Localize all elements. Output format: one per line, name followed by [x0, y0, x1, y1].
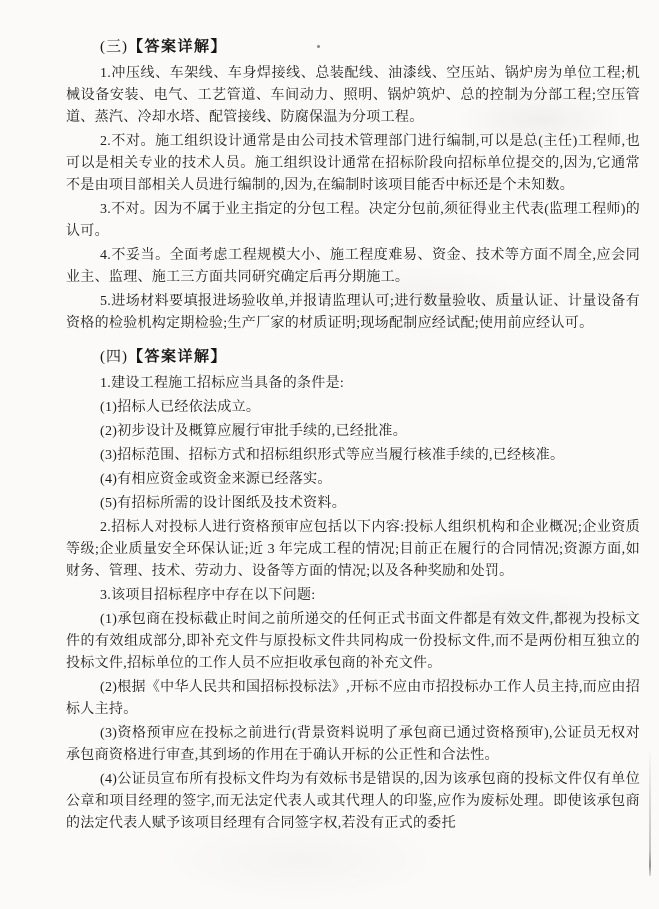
section-3-heading-label: 【答案详解】 — [128, 39, 228, 55]
section-4-heading-label: 【答案详解】 — [128, 349, 228, 365]
section-4-number: (四) — [100, 349, 128, 365]
answer-section-4 — [66, 344, 640, 835]
condition-list-item: (4)有相应资金或资金来源已经落实。 — [100, 472, 332, 487]
scan-speck — [317, 45, 320, 48]
problem-list-item: (4)公证员宣布所有投标文件均为有效标书是错误的,因为该承包商的投标文件仅有单位公章和项目经理的签字,而无法定代表人或其代理人的印鉴,应作为废标处理。即使该承包商的法定代表人赋予该项目经理有合同签字权,若没有正式的委托 — [66, 772, 640, 831]
answer-paragraph: 3.不对。因为不属于业主指定的分包工程。决定分包前,须征得业主代表(监理工程师)的认可。 — [66, 202, 640, 239]
answer-paragraph: 2.不对。施工组织设计通常是由公司技术管理部门进行编制,可以是总(主任)工程师,也可以是相关专业的技术人员。施工组织设计通常在招标阶段向招标单位提交的,因为,它通常不是由项目部相关人员进行编制的,因为,在编制时该项目能否中标还是个未知数。 — [66, 134, 640, 193]
answer-paragraph: 1.冲压线、车架线、车身焊接线、总装配线、油漆线、空压站、锅炉房为单位工程;机械设备安装、电气、工艺管道、车间动力、照明、锅炉筑炉、总的控制为分部工程;空压管道、蒸汽、冷却水塔、配管接线、防腐保温为分项工程。 — [66, 66, 640, 125]
condition-list-item: (5)有招标所需的设计图纸及技术资料。 — [100, 496, 347, 511]
answer-section-3 — [66, 34, 640, 335]
section-3-heading — [66, 34, 640, 60]
condition-list-item: (3)招标范围、招标方式和招标组织形式等应当履行核准手续的,已经核准。 — [100, 448, 565, 463]
condition-list-item: (1)招标人已经依法成立。 — [100, 400, 261, 415]
answer-paragraph: 2.招标人对投标人进行资格预审应包括以下内容:投标人组织机构和企业概况;企业资质等级;企业质量安全环保认证;近 3 年完成工程的情况;目前正在履行的合同情况;资源方面,如财务、管理、技术、劳动力、设备等方面的情况;以及各种奖励和处罚。 — [66, 520, 640, 579]
problem-list-item: (1)承包商在投标截止时间之前所递交的任何正式书面文件都是有效文件,都视为投标文件的有效组成部分,即补充文件与原投标文件共同构成一份投标文件,而不是两份相互独立的投标文件,招标单位的工作人员不应拒收承包商的补充文件。 — [66, 612, 640, 671]
answer-paragraph: 1.建设工程施工招标应当具备的条件是: — [100, 376, 345, 391]
condition-list-item: (2)初步设计及概算应履行审批手续的,已经批准。 — [100, 424, 408, 439]
answer-paragraph: 3.该项目招标程序中存在以下问题: — [100, 588, 316, 603]
section-4-heading — [66, 344, 640, 370]
scan-edge-artifact — [649, 748, 651, 876]
answer-paragraph: 5.进场材料要填报进场验收单,并报请监理认可;进行数量验收、质量认证、计量设备有资格的检验机构定期检验;生产厂家的材质证明;现场配制应经试配;使用前应经认可。 — [66, 294, 640, 331]
problem-list-item: (2)根据《中华人民共和国招标投标法》,开标不应由市招投标办工作人员主持,而应由招标人主持。 — [66, 680, 640, 717]
problem-list-item: (3)资格预审应在投标之前进行(背景资料说明了承包商已通过资格预审),公证员无权对承包商资格进行审查,其到场的作用在于确认开标的公正性和合法性。 — [66, 726, 640, 763]
answer-paragraph: 4.不妥当。全面考虑工程规模大小、施工程度难易、资金、技术等方面不周全,应会同业主、监理、施工三方面共同研究确定后再分期施工。 — [66, 248, 640, 285]
section-3-number: (三) — [100, 39, 128, 55]
